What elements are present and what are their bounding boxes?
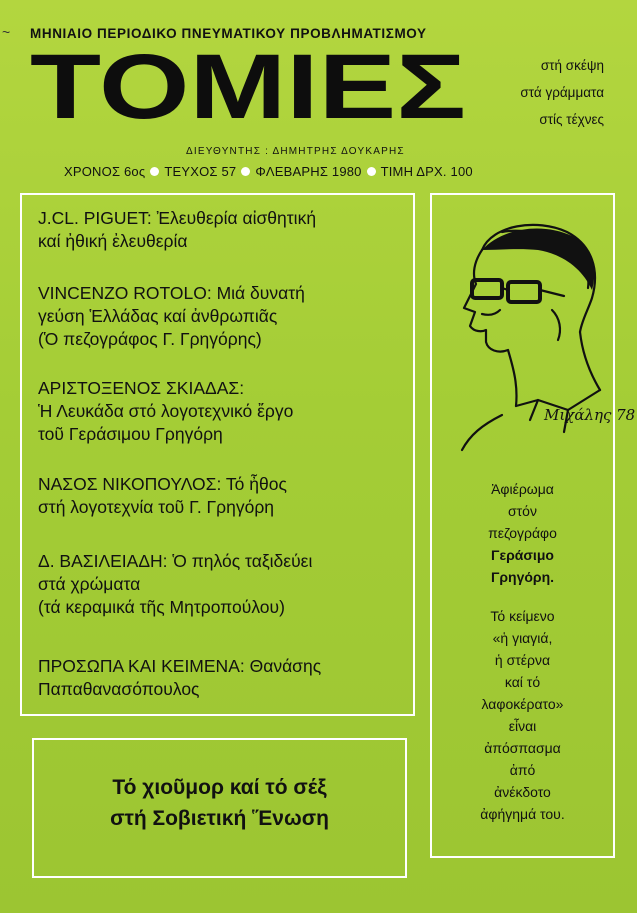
contents-item-line: καί ἠθική ἐλευθερία [38,231,188,251]
tagline-arts: στίς τέχνες [539,112,604,127]
bullet-icon [367,167,376,176]
excerpt-line: ἀνέκδοτο [494,784,551,800]
contents-item-line: J.CL. PIGUET: Ἐλευθερία αἰσθητική [38,208,317,228]
contents-item-line: ΝΑΣΟΣ ΝΙΚΟΠΟΥΛΟΣ: Τό ἦθος [38,474,287,494]
contents-item [38,550,410,619]
contents-item-line: τοῦ Γεράσιμου Γρηγόρη [38,424,223,444]
tribute-line: Γεράσιμο [491,547,554,563]
excerpt-note [432,605,613,825]
contents-item-line: (τά κεραμικά τῆς Μητροπούλου) [38,597,285,617]
pen-mark: ~ [2,24,11,40]
contents-item-line: Παπαθανασόπουλος [38,679,200,699]
issue-year: ΧΡΟΝΟΣ 6ος [64,164,146,179]
excerpt-line: ἡ στέρνα [494,652,551,668]
bullet-icon [241,167,250,176]
issue-date: ΦΛΕΒΑΡΗΣ 1980 [255,164,362,179]
contents-item-line: ΠΡΟΣΩΠΑ ΚΑΙ ΚΕΙΜΕΝΑ: Θανάσης [38,656,322,676]
tribute-line: στόν [508,503,537,519]
tribute-text [432,478,613,588]
tribute-line: Ἀφιέρωμα [491,481,554,497]
excerpt-line: ἀφήγημά του. [480,806,565,822]
excerpt-line: εἶναι [508,718,537,734]
feature-line: Τό χιοῦμορ καί τό σέξ [112,776,327,799]
contents-item [38,282,410,351]
contents-item-line: Ἡ Λευκάδα στό λογοτεχνικό ἔργο [38,401,294,421]
tribute-line: Γρηγόρη. [490,569,555,585]
masthead-logo-text: ΤΟΜΙΕΣ [30,36,466,138]
excerpt-line: ἀπό [509,762,536,778]
contents-item [38,377,410,446]
excerpt-line: λαφοκέρατο» [481,696,564,712]
tagline-letters: στά γράμματα [520,85,604,100]
portrait-drawing [442,210,636,455]
tribute-line: πεζογράφο [488,525,557,541]
director-line: ΔΙΕΥΘΥΝΤΗΣ : ΔΗΜΗΤΡΗΣ ΔΟΥΚΑΡΗΣ [186,146,405,157]
excerpt-line: «ἡ γιαγιά, [492,630,553,646]
contents-item [38,473,410,519]
contents-item [38,655,410,701]
issue-number: ΤΕΥΧΟΣ 57 [164,164,237,179]
excerpt-line: καί τό [504,674,541,690]
tagline-thought: στή σκέψη [540,58,604,73]
contents-item-line: γεύση Ἑλλάδας καί ἀνθρωπιᾶς [38,306,278,326]
contents-item [38,207,410,253]
contents-item-line: στή λογοτεχνία τοῦ Γ. Γρηγόρη [38,497,275,517]
contents-item-line: (Ὁ πεζογράφος Γ. Γρηγόρης) [38,329,262,349]
issue-price: ΤΙΜΗ ΔΡΧ. 100 [380,164,473,179]
contents-item-line: στά χρώματα [38,574,141,594]
contents-item-line: VINCENZO ROTOLO: Μιά δυνατή [38,283,305,303]
contents-frame [20,193,415,716]
artist-signature: Μιχάλης 78 [544,406,636,424]
excerpt-line: Τό κείμενο [490,608,555,624]
contents-item-line: ΑΡΙΣΤΟΞΕΝΟΣ ΣΚΙΑΔΑΣ: [38,378,245,398]
masthead-subtitle: ΜΗΝΙΑΙΟ ΠΕΡΙΟΔΙΚΟ ΠΝΕΥΜΑΤΙΚΟΥ ΠΡΟΒΛΗΜΑΤΙΣΜΟΥ [30,26,427,41]
masthead-logo [28,36,468,138]
excerpt-line: ἀπόσπασμα [484,740,561,756]
masthead-taglines [474,52,604,133]
issue-info [64,164,473,179]
contents-item-line: Δ. ΒΑΣΙΛΕΙΑΔΗ: Ὁ πηλός ταξιδεύει [38,551,313,571]
feature-line: στή Σοβιετική Ἕνωση [110,807,329,830]
bullet-icon [150,167,159,176]
feature-headline [32,772,407,834]
